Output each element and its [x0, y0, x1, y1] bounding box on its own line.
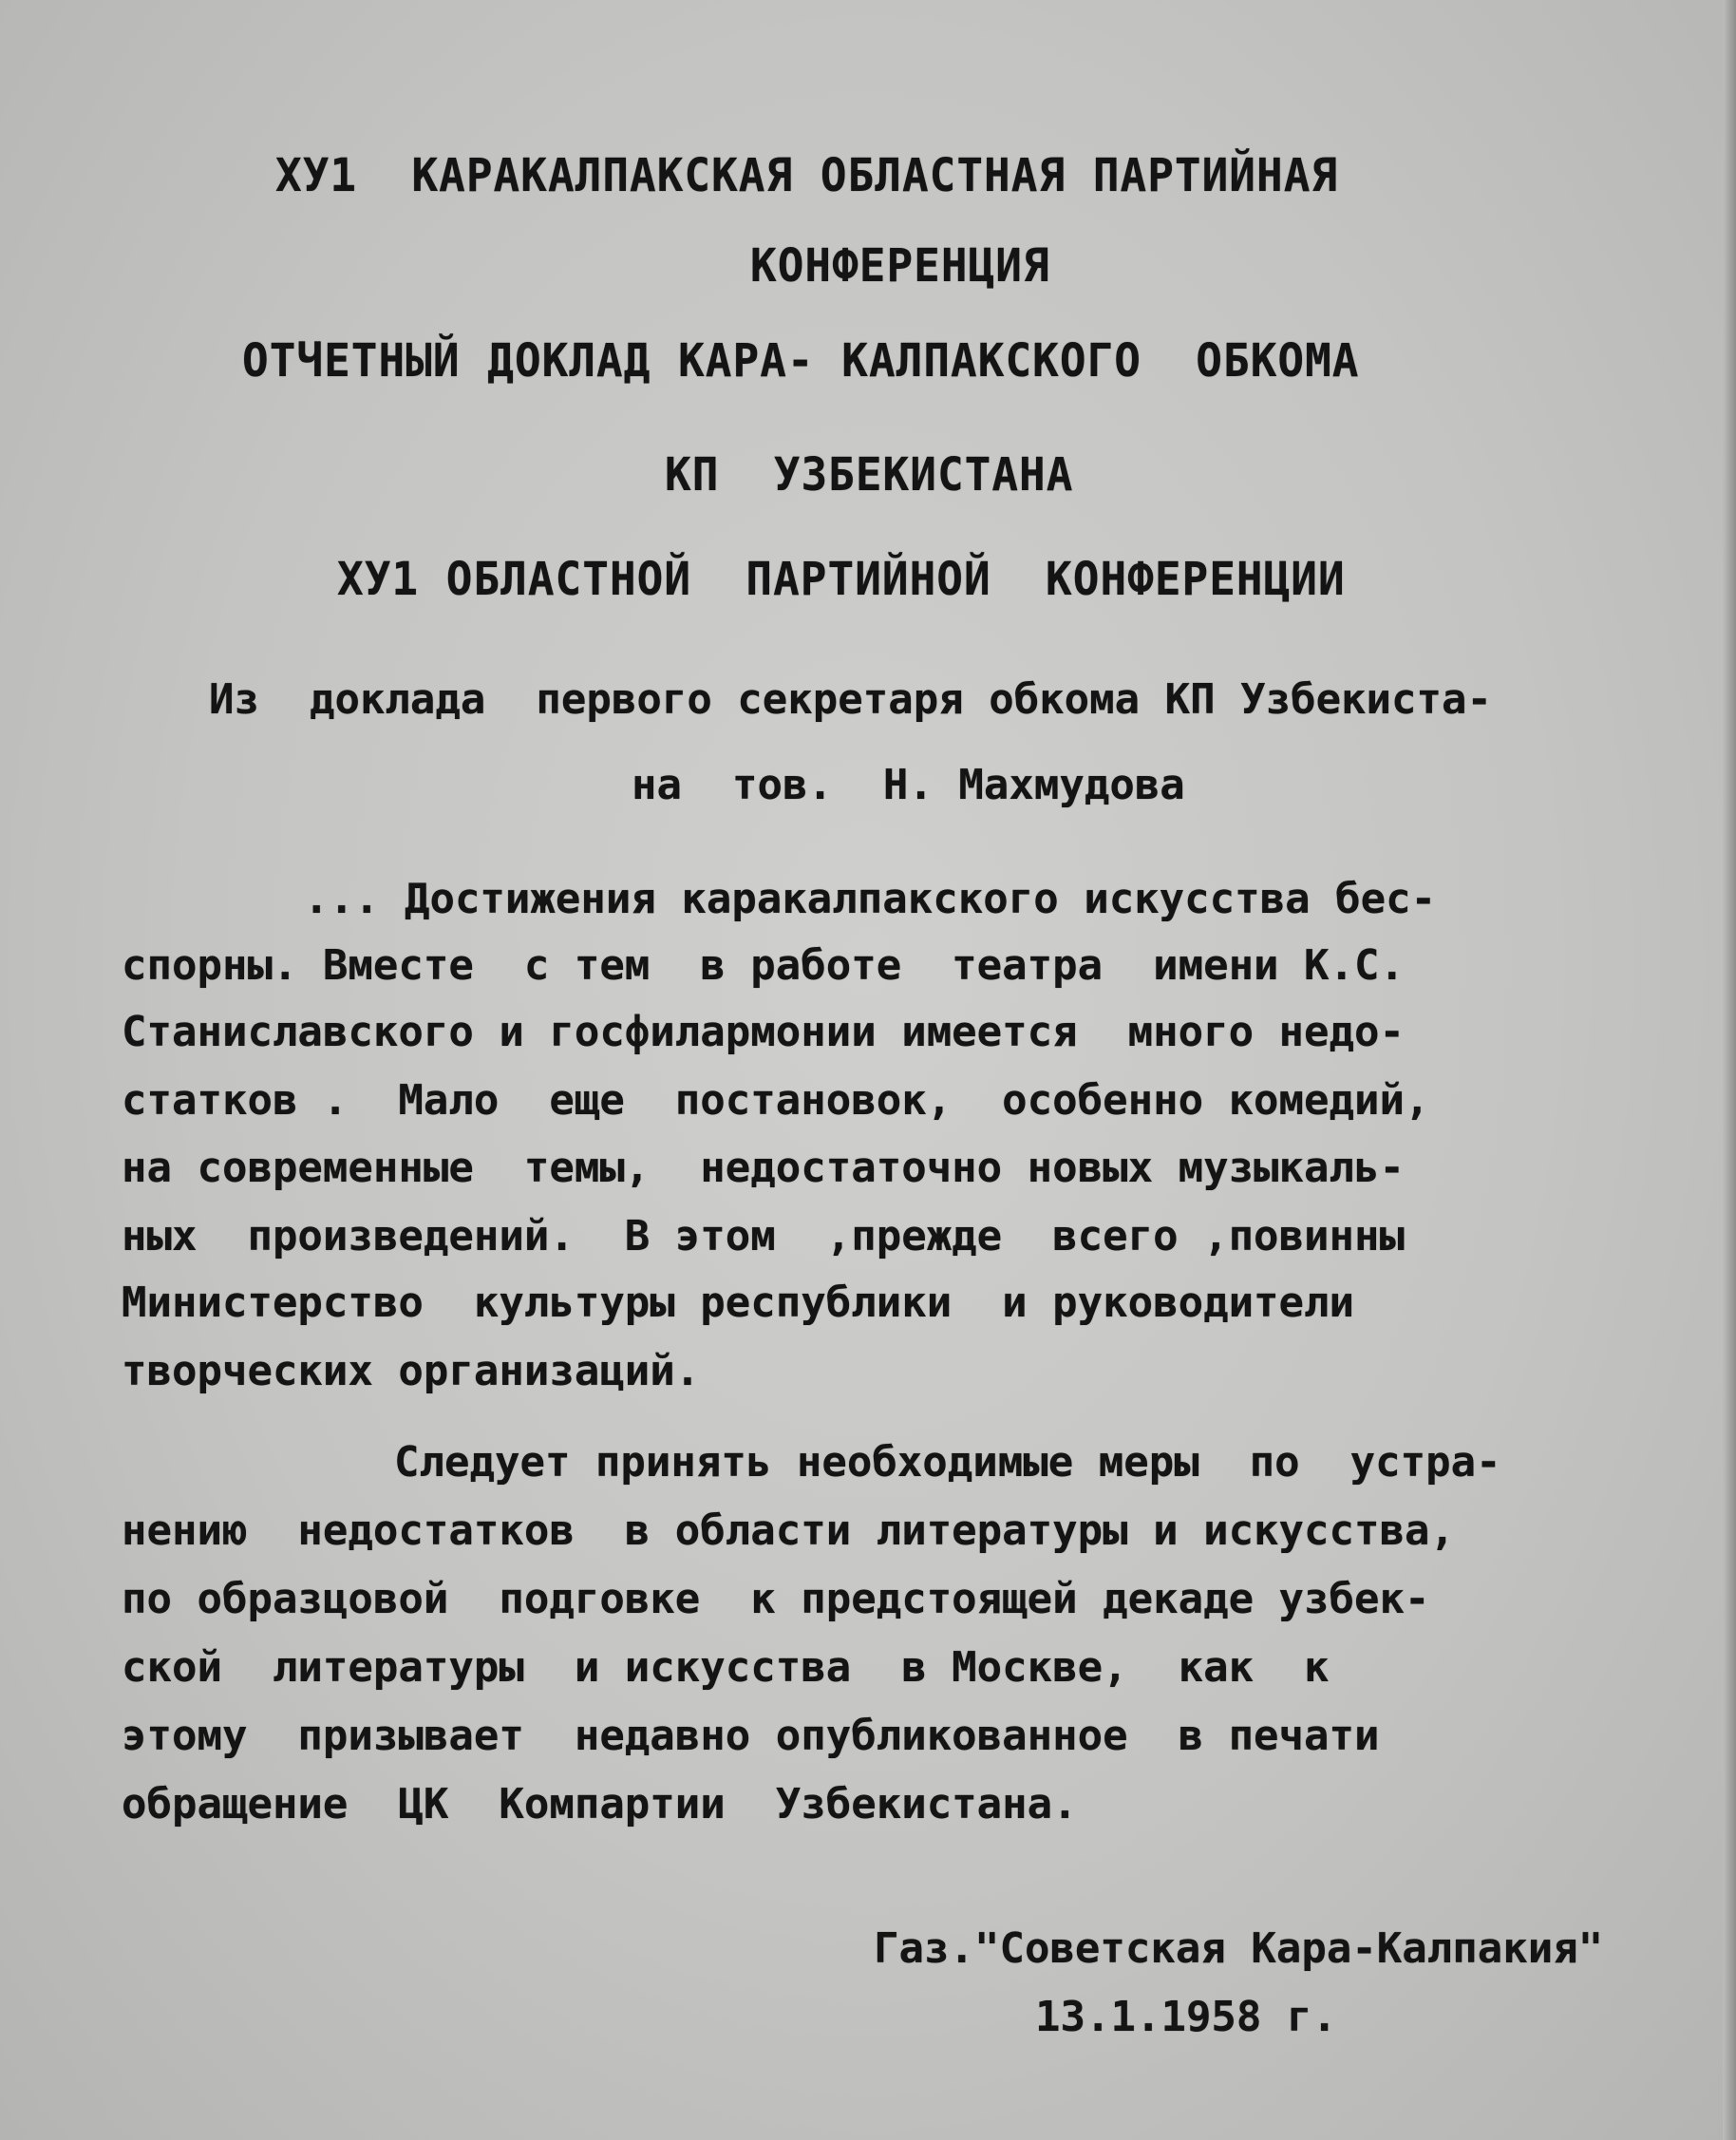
paragraph-2-line: этому призывает недавно опубликованное в печати: [122, 1712, 1380, 1760]
heading-line-4: КП УЗБЕКИСТАНА: [665, 446, 1074, 502]
heading-line-5: ХУ1 ОБЛАСТНОЙ ПАРТИЙНОЙ КОНФЕРЕНЦИИ: [337, 551, 1346, 606]
heading-line-2: КОНФЕРЕНЦИЯ: [750, 237, 1050, 293]
paragraph-2-line: нению недостатков в области литературы и искусства,: [122, 1506, 1455, 1555]
heading-line-3: ОТЧЕТНЫЙ ДОКЛАД КАРА- КАЛПАКСКОГО ОБКОМА: [242, 332, 1360, 388]
paragraph-1-line: ... Достижения каракалпакского искусства бес-: [304, 875, 1437, 923]
heading-line-1: ХУ1 КАРАКАЛПАКСКАЯ ОБЛАСТНАЯ ПАРТИЙНАЯ: [275, 147, 1339, 202]
paragraph-1-line: Станиславского и госфилармонии имеется много недо-: [122, 1008, 1406, 1056]
paragraph-1-line: ных произведений. В этом ,прежде всего ,повинны: [122, 1212, 1406, 1260]
intro-line-1: Из доклада первого секретаря обкома КП Узбекиста-: [209, 675, 1493, 724]
paragraph-2-line: по образцовой подговке к предстоящей декаде узбек-: [122, 1575, 1430, 1623]
paragraph-2-line: ской литературы и искусства в Москве, как к: [122, 1643, 1330, 1692]
paragraph-1-line: Министерство культуры республики и руководители: [122, 1278, 1355, 1327]
paragraph-1-line: на современные темы, недостаточно новых музыкаль-: [122, 1144, 1406, 1192]
paragraph-1-line: творческих организаций.: [122, 1347, 701, 1395]
paragraph-1-line: спорны. Вместе с тем в работе театра имени К.С.: [122, 941, 1406, 990]
paragraph-2-line: Следует принять необходимые меры по устра-: [394, 1438, 1501, 1487]
source-date: 13.1.1958 г.: [1035, 1993, 1337, 2041]
paragraph-1-line: статков . Мало еще постановок, особенно комедий,: [122, 1076, 1430, 1125]
intro-line-2: на тов. Н. Махмудова: [632, 761, 1185, 809]
paragraph-2-line: обращение ЦК Компартии Узбекистана.: [122, 1780, 1078, 1828]
source-newspaper: Газ."Советская Кара-Калпакия": [874, 1924, 1604, 1973]
